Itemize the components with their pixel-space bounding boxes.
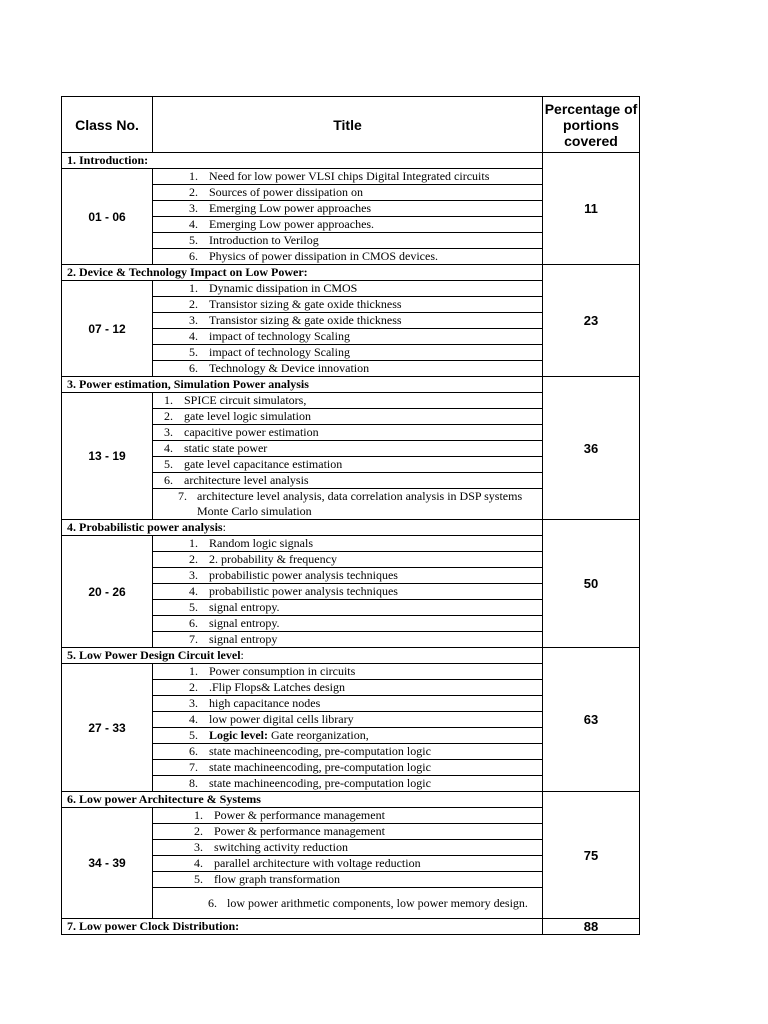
list-item: 4. low power digital cells library [153,712,543,728]
list-item: 2. Power & performance management [153,824,543,840]
section-percentage: 11 [543,153,640,265]
list-item: 4. impact of technology Scaling [153,329,543,345]
section-title: 2. Device & Technology Impact on Low Power: [62,265,543,281]
header-class-no: Class No. [62,97,153,153]
list-item: 4. static state power [153,441,543,457]
section-row [62,265,640,281]
list-item: 8. state machineencoding, pre-computation logic [153,776,543,792]
list-item: 7. signal entropy [153,632,543,648]
list-item: 6. signal entropy. [153,616,543,632]
list-item: 5. impact of technology Scaling [153,345,543,361]
list-item: 1. Dynamic dissipation in CMOS [153,281,543,297]
list-item: 1. Random logic signals [153,536,543,552]
list-item: 4. Emerging Low power approaches. [153,217,543,233]
list-item: 3. switching activity reduction [153,840,543,856]
section-row [62,377,640,393]
section-title: 4. Probabilistic power analysis: [62,520,543,536]
class-range: 01 - 06 [62,169,153,265]
class-range: 07 - 12 [62,281,153,377]
list-item: 1. Power & performance management [153,808,543,824]
list-item: 6. architecture level analysis [153,473,543,489]
class-range: 20 - 26 [62,536,153,648]
section-title: 6. Low power Architecture & Systems [62,792,543,808]
list-item: 2. gate level logic simulation [153,409,543,425]
list-item: 5. Introduction to Verilog [153,233,543,249]
list-item: 3. probabilistic power analysis techniques [153,568,543,584]
section-percentage: 23 [543,265,640,377]
section-title: 3. Power estimation, Simulation Power analysis [62,377,543,393]
header-percentage: Percentage of portions covered [543,97,640,153]
list-item: 1. Need for low power VLSI chips Digital Integrated circuits [153,169,543,185]
list-item: 7. state machineencoding, pre-computation logic [153,760,543,776]
list-item: 4. parallel architecture with voltage reduction [153,856,543,872]
list-item: 3. Transistor sizing & gate oxide thickness [153,313,543,329]
list-item: 6. state machineencoding, pre-computation logic [153,744,543,760]
section-percentage: 75 [543,792,640,919]
section-percentage: 36 [543,377,640,520]
list-item: 3. capacitive power estimation [153,425,543,441]
section-percentage: 50 [543,520,640,648]
class-range: 34 - 39 [62,808,153,919]
list-item: 3. high capacitance nodes [153,696,543,712]
section-row [62,648,640,664]
section-percentage: 88 [543,919,640,935]
section-title: 5. Low Power Design Circuit level: [62,648,543,664]
list-item: 1. Power consumption in circuits [153,664,543,680]
list-item: 2. Sources of power dissipation on [153,185,543,201]
list-item: 6. Physics of power dissipation in CMOS devices. [153,249,543,265]
section-row [62,792,640,808]
class-range: 27 - 33 [62,664,153,792]
list-item: 6. low power arithmetic components, low power memory design. [153,888,543,919]
syllabus-table-container [61,96,639,935]
list-item: 1. SPICE circuit simulators, [153,393,543,409]
section-title: 7. Low power Clock Distribution: [62,919,543,935]
section-row [62,919,640,935]
list-item: 2. Transistor sizing & gate oxide thickness [153,297,543,313]
list-item: 3. Emerging Low power approaches [153,201,543,217]
list-item: 4. probabilistic power analysis techniques [153,584,543,600]
header-row [62,97,640,153]
header-title: Title [153,97,543,153]
list-item: 2. .Flip Flops& Latches design [153,680,543,696]
list-item: 5. gate level capacitance estimation [153,457,543,473]
syllabus-table [61,96,640,935]
section-percentage: 63 [543,648,640,792]
section-row [62,520,640,536]
list-item: 2. 2. probability & frequency [153,552,543,568]
list-item: 5. signal entropy. [153,600,543,616]
list-item: 5. flow graph transformation [153,872,543,888]
section-title: 1. Introduction: [62,153,543,169]
list-item: 7. architecture level analysis, data correlation analysis in DSP systems Monte Carlo simulation [153,489,543,520]
list-item: 5. Logic level: Gate reorganization, [153,728,543,744]
section-row [62,153,640,169]
class-range: 13 - 19 [62,393,153,520]
list-item: 6. Technology & Device innovation [153,361,543,377]
